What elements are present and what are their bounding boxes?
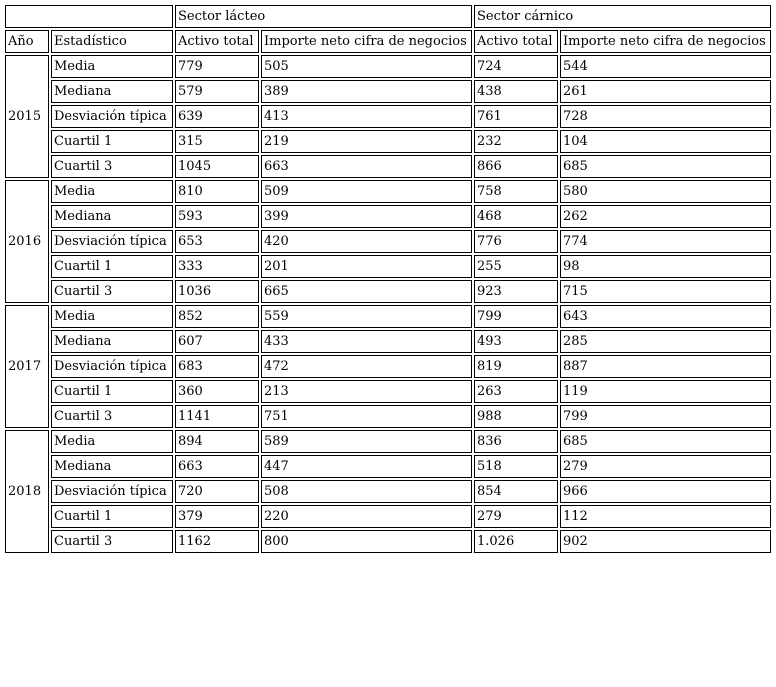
value-cell-lacteo-importe: 508	[261, 480, 472, 503]
value-cell-carnico-activo: 819	[474, 355, 558, 378]
value-cell-lacteo-activo: 315	[175, 130, 259, 153]
value-cell-carnico-importe: 887	[560, 355, 771, 378]
value-cell-carnico-activo: 799	[474, 305, 558, 328]
value-cell-lacteo-importe: 447	[261, 455, 472, 478]
table-row	[5, 55, 771, 78]
stat-cell: Media	[51, 305, 173, 328]
value-cell-carnico-importe: 544	[560, 55, 771, 78]
table-row	[5, 305, 771, 328]
stat-cell: Media	[51, 55, 173, 78]
value-cell-carnico-importe: 685	[560, 155, 771, 178]
stat-cell: Cuartil 3	[51, 280, 173, 303]
stat-cell: Media	[51, 430, 173, 453]
table-body	[5, 55, 771, 553]
statistics-table	[3, 3, 773, 555]
value-cell-lacteo-activo: 1036	[175, 280, 259, 303]
value-cell-carnico-activo: 866	[474, 155, 558, 178]
value-cell-lacteo-importe: 201	[261, 255, 472, 278]
value-cell-carnico-importe: 112	[560, 505, 771, 528]
stat-cell: Mediana	[51, 455, 173, 478]
value-cell-lacteo-importe: 559	[261, 305, 472, 328]
value-cell-carnico-activo: 1.026	[474, 530, 558, 553]
value-cell-lacteo-activo: 810	[175, 180, 259, 203]
value-cell-carnico-importe: 966	[560, 480, 771, 503]
table-row	[5, 505, 771, 528]
value-cell-carnico-activo: 761	[474, 105, 558, 128]
table-row	[5, 155, 771, 178]
value-cell-lacteo-activo: 1162	[175, 530, 259, 553]
value-cell-carnico-activo: 758	[474, 180, 558, 203]
value-cell-lacteo-activo: 360	[175, 380, 259, 403]
value-cell-carnico-importe: 285	[560, 330, 771, 353]
value-cell-lacteo-activo: 593	[175, 205, 259, 228]
table-row	[5, 205, 771, 228]
value-cell-carnico-activo: 468	[474, 205, 558, 228]
value-cell-carnico-activo: 263	[474, 380, 558, 403]
value-cell-lacteo-activo: 720	[175, 480, 259, 503]
stat-cell: Cuartil 3	[51, 405, 173, 428]
table-row	[5, 180, 771, 203]
table-row	[5, 355, 771, 378]
group-header-row	[5, 5, 771, 28]
table-row	[5, 280, 771, 303]
value-cell-lacteo-importe: 472	[261, 355, 472, 378]
value-cell-carnico-activo: 836	[474, 430, 558, 453]
value-cell-lacteo-activo: 653	[175, 230, 259, 253]
table-row	[5, 230, 771, 253]
table-row	[5, 330, 771, 353]
year-cell: 2017	[5, 305, 49, 428]
value-cell-lacteo-importe: 219	[261, 130, 472, 153]
group-header-lacteo: Sector lácteo	[175, 5, 472, 28]
value-cell-lacteo-importe: 213	[261, 380, 472, 403]
value-cell-carnico-importe: 715	[560, 280, 771, 303]
stat-cell: Cuartil 1	[51, 380, 173, 403]
value-cell-lacteo-activo: 1141	[175, 405, 259, 428]
value-cell-lacteo-activo: 607	[175, 330, 259, 353]
value-cell-lacteo-importe: 220	[261, 505, 472, 528]
value-cell-lacteo-importe: 800	[261, 530, 472, 553]
table-row	[5, 380, 771, 403]
stat-cell: Cuartil 3	[51, 530, 173, 553]
column-header-lacteo-importe: Importe neto cifra de negocios	[261, 30, 472, 53]
value-cell-lacteo-importe: 413	[261, 105, 472, 128]
stat-cell: Cuartil 1	[51, 255, 173, 278]
value-cell-lacteo-importe: 420	[261, 230, 472, 253]
stat-cell: Mediana	[51, 330, 173, 353]
value-cell-lacteo-importe: 589	[261, 430, 472, 453]
stat-cell: Cuartil 1	[51, 130, 173, 153]
value-cell-carnico-importe: 261	[560, 80, 771, 103]
value-cell-lacteo-activo: 663	[175, 455, 259, 478]
year-cell: 2015	[5, 55, 49, 178]
stat-cell: Cuartil 3	[51, 155, 173, 178]
value-cell-carnico-importe: 902	[560, 530, 771, 553]
value-cell-carnico-importe: 728	[560, 105, 771, 128]
value-cell-lacteo-importe: 399	[261, 205, 472, 228]
stat-cell: Cuartil 1	[51, 505, 173, 528]
value-cell-carnico-activo: 923	[474, 280, 558, 303]
value-cell-carnico-activo: 279	[474, 505, 558, 528]
value-cell-lacteo-activo: 579	[175, 80, 259, 103]
value-cell-carnico-activo: 854	[474, 480, 558, 503]
value-cell-lacteo-importe: 505	[261, 55, 472, 78]
value-cell-carnico-importe: 119	[560, 380, 771, 403]
column-header-stat: Estadístico	[51, 30, 173, 53]
stat-cell: Desviación típica	[51, 480, 173, 503]
value-cell-lacteo-activo: 779	[175, 55, 259, 78]
value-cell-lacteo-importe: 389	[261, 80, 472, 103]
stat-cell: Media	[51, 180, 173, 203]
year-cell: 2018	[5, 430, 49, 553]
group-header-carnico: Sector cárnico	[474, 5, 771, 28]
value-cell-carnico-activo: 776	[474, 230, 558, 253]
table-row	[5, 405, 771, 428]
column-header-carnico-activo: Activo total	[474, 30, 558, 53]
value-cell-carnico-activo: 988	[474, 405, 558, 428]
value-cell-carnico-importe: 98	[560, 255, 771, 278]
value-cell-carnico-activo: 493	[474, 330, 558, 353]
table-row	[5, 130, 771, 153]
value-cell-carnico-activo: 724	[474, 55, 558, 78]
table-row	[5, 430, 771, 453]
value-cell-lacteo-activo: 894	[175, 430, 259, 453]
value-cell-carnico-activo: 518	[474, 455, 558, 478]
value-cell-lacteo-activo: 379	[175, 505, 259, 528]
value-cell-lacteo-activo: 852	[175, 305, 259, 328]
year-cell: 2016	[5, 180, 49, 303]
table-row	[5, 480, 771, 503]
stat-cell: Desviación típica	[51, 105, 173, 128]
table-row	[5, 530, 771, 553]
column-header-lacteo-activo: Activo total	[175, 30, 259, 53]
value-cell-lacteo-activo: 639	[175, 105, 259, 128]
value-cell-carnico-activo: 438	[474, 80, 558, 103]
value-cell-lacteo-importe: 433	[261, 330, 472, 353]
table-row	[5, 105, 771, 128]
value-cell-lacteo-importe: 663	[261, 155, 472, 178]
value-cell-carnico-importe: 643	[560, 305, 771, 328]
value-cell-carnico-importe: 774	[560, 230, 771, 253]
value-cell-carnico-importe: 580	[560, 180, 771, 203]
value-cell-carnico-importe: 799	[560, 405, 771, 428]
value-cell-lacteo-importe: 751	[261, 405, 472, 428]
stat-cell: Desviación típica	[51, 230, 173, 253]
stat-cell: Desviación típica	[51, 355, 173, 378]
value-cell-lacteo-importe: 665	[261, 280, 472, 303]
table-row	[5, 255, 771, 278]
stat-cell: Mediana	[51, 205, 173, 228]
value-cell-carnico-importe: 104	[560, 130, 771, 153]
value-cell-lacteo-importe: 509	[261, 180, 472, 203]
value-cell-carnico-activo: 232	[474, 130, 558, 153]
table-row	[5, 455, 771, 478]
value-cell-carnico-activo: 255	[474, 255, 558, 278]
value-cell-lacteo-activo: 683	[175, 355, 259, 378]
value-cell-carnico-importe: 262	[560, 205, 771, 228]
column-header-carnico-importe: Importe neto cifra de negocios	[560, 30, 771, 53]
value-cell-carnico-importe: 279	[560, 455, 771, 478]
column-header-row	[5, 30, 771, 53]
value-cell-lacteo-activo: 1045	[175, 155, 259, 178]
value-cell-lacteo-activo: 333	[175, 255, 259, 278]
table-row	[5, 80, 771, 103]
value-cell-carnico-importe: 685	[560, 430, 771, 453]
stat-cell: Mediana	[51, 80, 173, 103]
column-header-year: Año	[5, 30, 49, 53]
empty-corner-cell	[5, 5, 173, 28]
